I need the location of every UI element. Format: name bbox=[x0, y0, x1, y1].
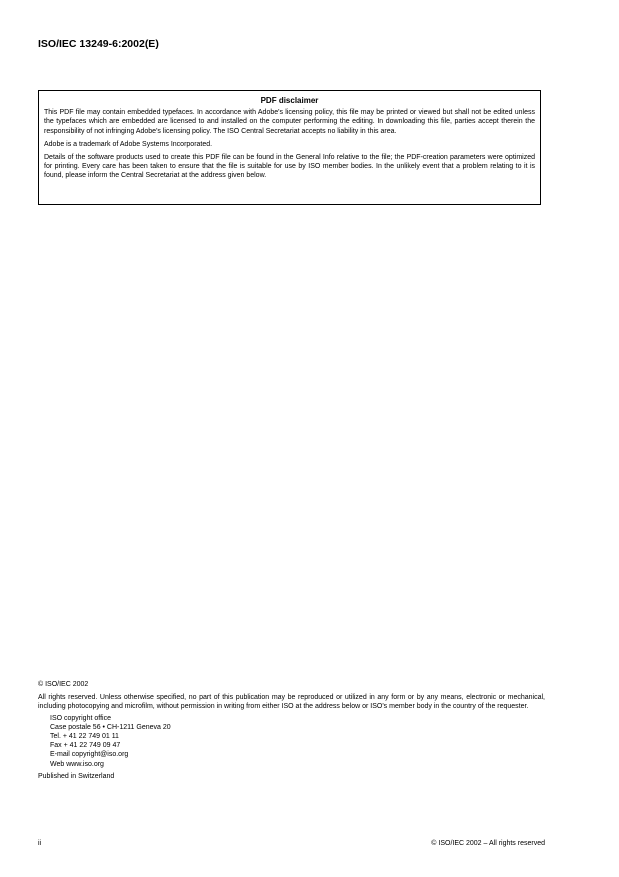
disclaimer-paragraph: Details of the software products used to create this PDF file can be found in the General Info relative to the file; the PDF-creation parameters were optimized for printing. Every care has been taken to ensure that the file is suitable for use by ISO member bodies. In the unlikely event that a problem relating to it is found, please inform the Central Secretariat at the address given below. bbox=[44, 154, 535, 180]
disclaimer-title: PDF disclaimer bbox=[260, 96, 319, 105]
address-line: ISO copyright office bbox=[50, 714, 111, 722]
published-in: Published in Switzerland bbox=[38, 772, 115, 780]
document-id-header: ISO/IEC 13249-6:2002(E) bbox=[38, 38, 159, 50]
pdf-disclaimer-box bbox=[38, 90, 541, 205]
rights-statement: All rights reserved. Unless otherwise specified, no part of this publication may be reproduced or utilized in any form or by any means, electronic or mechanical, including photocopying and microfilm, without permission in writing from either ISO at the address below or ISO's member body in the country of the requester. bbox=[38, 694, 545, 711]
address-phone: Tel. + 41 22 749 01 11 bbox=[50, 733, 119, 741]
address-web[interactable]: Web www.iso.org bbox=[50, 760, 104, 768]
address-fax: Fax + 41 22 749 09 47 bbox=[50, 742, 121, 750]
disclaimer-paragraph: Adobe is a trademark of Adobe Systems Incorporated. bbox=[44, 140, 213, 148]
page-number: ii bbox=[38, 840, 42, 847]
address-email[interactable]: E-mail copyright@iso.org bbox=[50, 751, 129, 759]
copyright-line: © ISO/IEC 2002 bbox=[38, 681, 89, 688]
footer-copyright: © ISO/IEC 2002 – All rights reserved bbox=[431, 840, 545, 847]
copyright-notice bbox=[38, 680, 545, 781]
disclaimer-paragraph: This PDF file may contain embedded typefaces. In accordance with Adobe's licensing policy, this file may be printed or viewed but shall not be edited unless the typefaces which are embedded are licensed to and installed on the computer performing the editing. In downloading this file, parties accept therein the responsibility of not infringing Adobe's licensing policy. The ISO Central Secretariat accepts no liability in this area. bbox=[44, 109, 535, 135]
address-line: Case postale 56 • CH-1211 Geneva 20 bbox=[50, 723, 171, 731]
page-footer bbox=[38, 840, 545, 847]
copyright-office-address bbox=[50, 714, 545, 769]
